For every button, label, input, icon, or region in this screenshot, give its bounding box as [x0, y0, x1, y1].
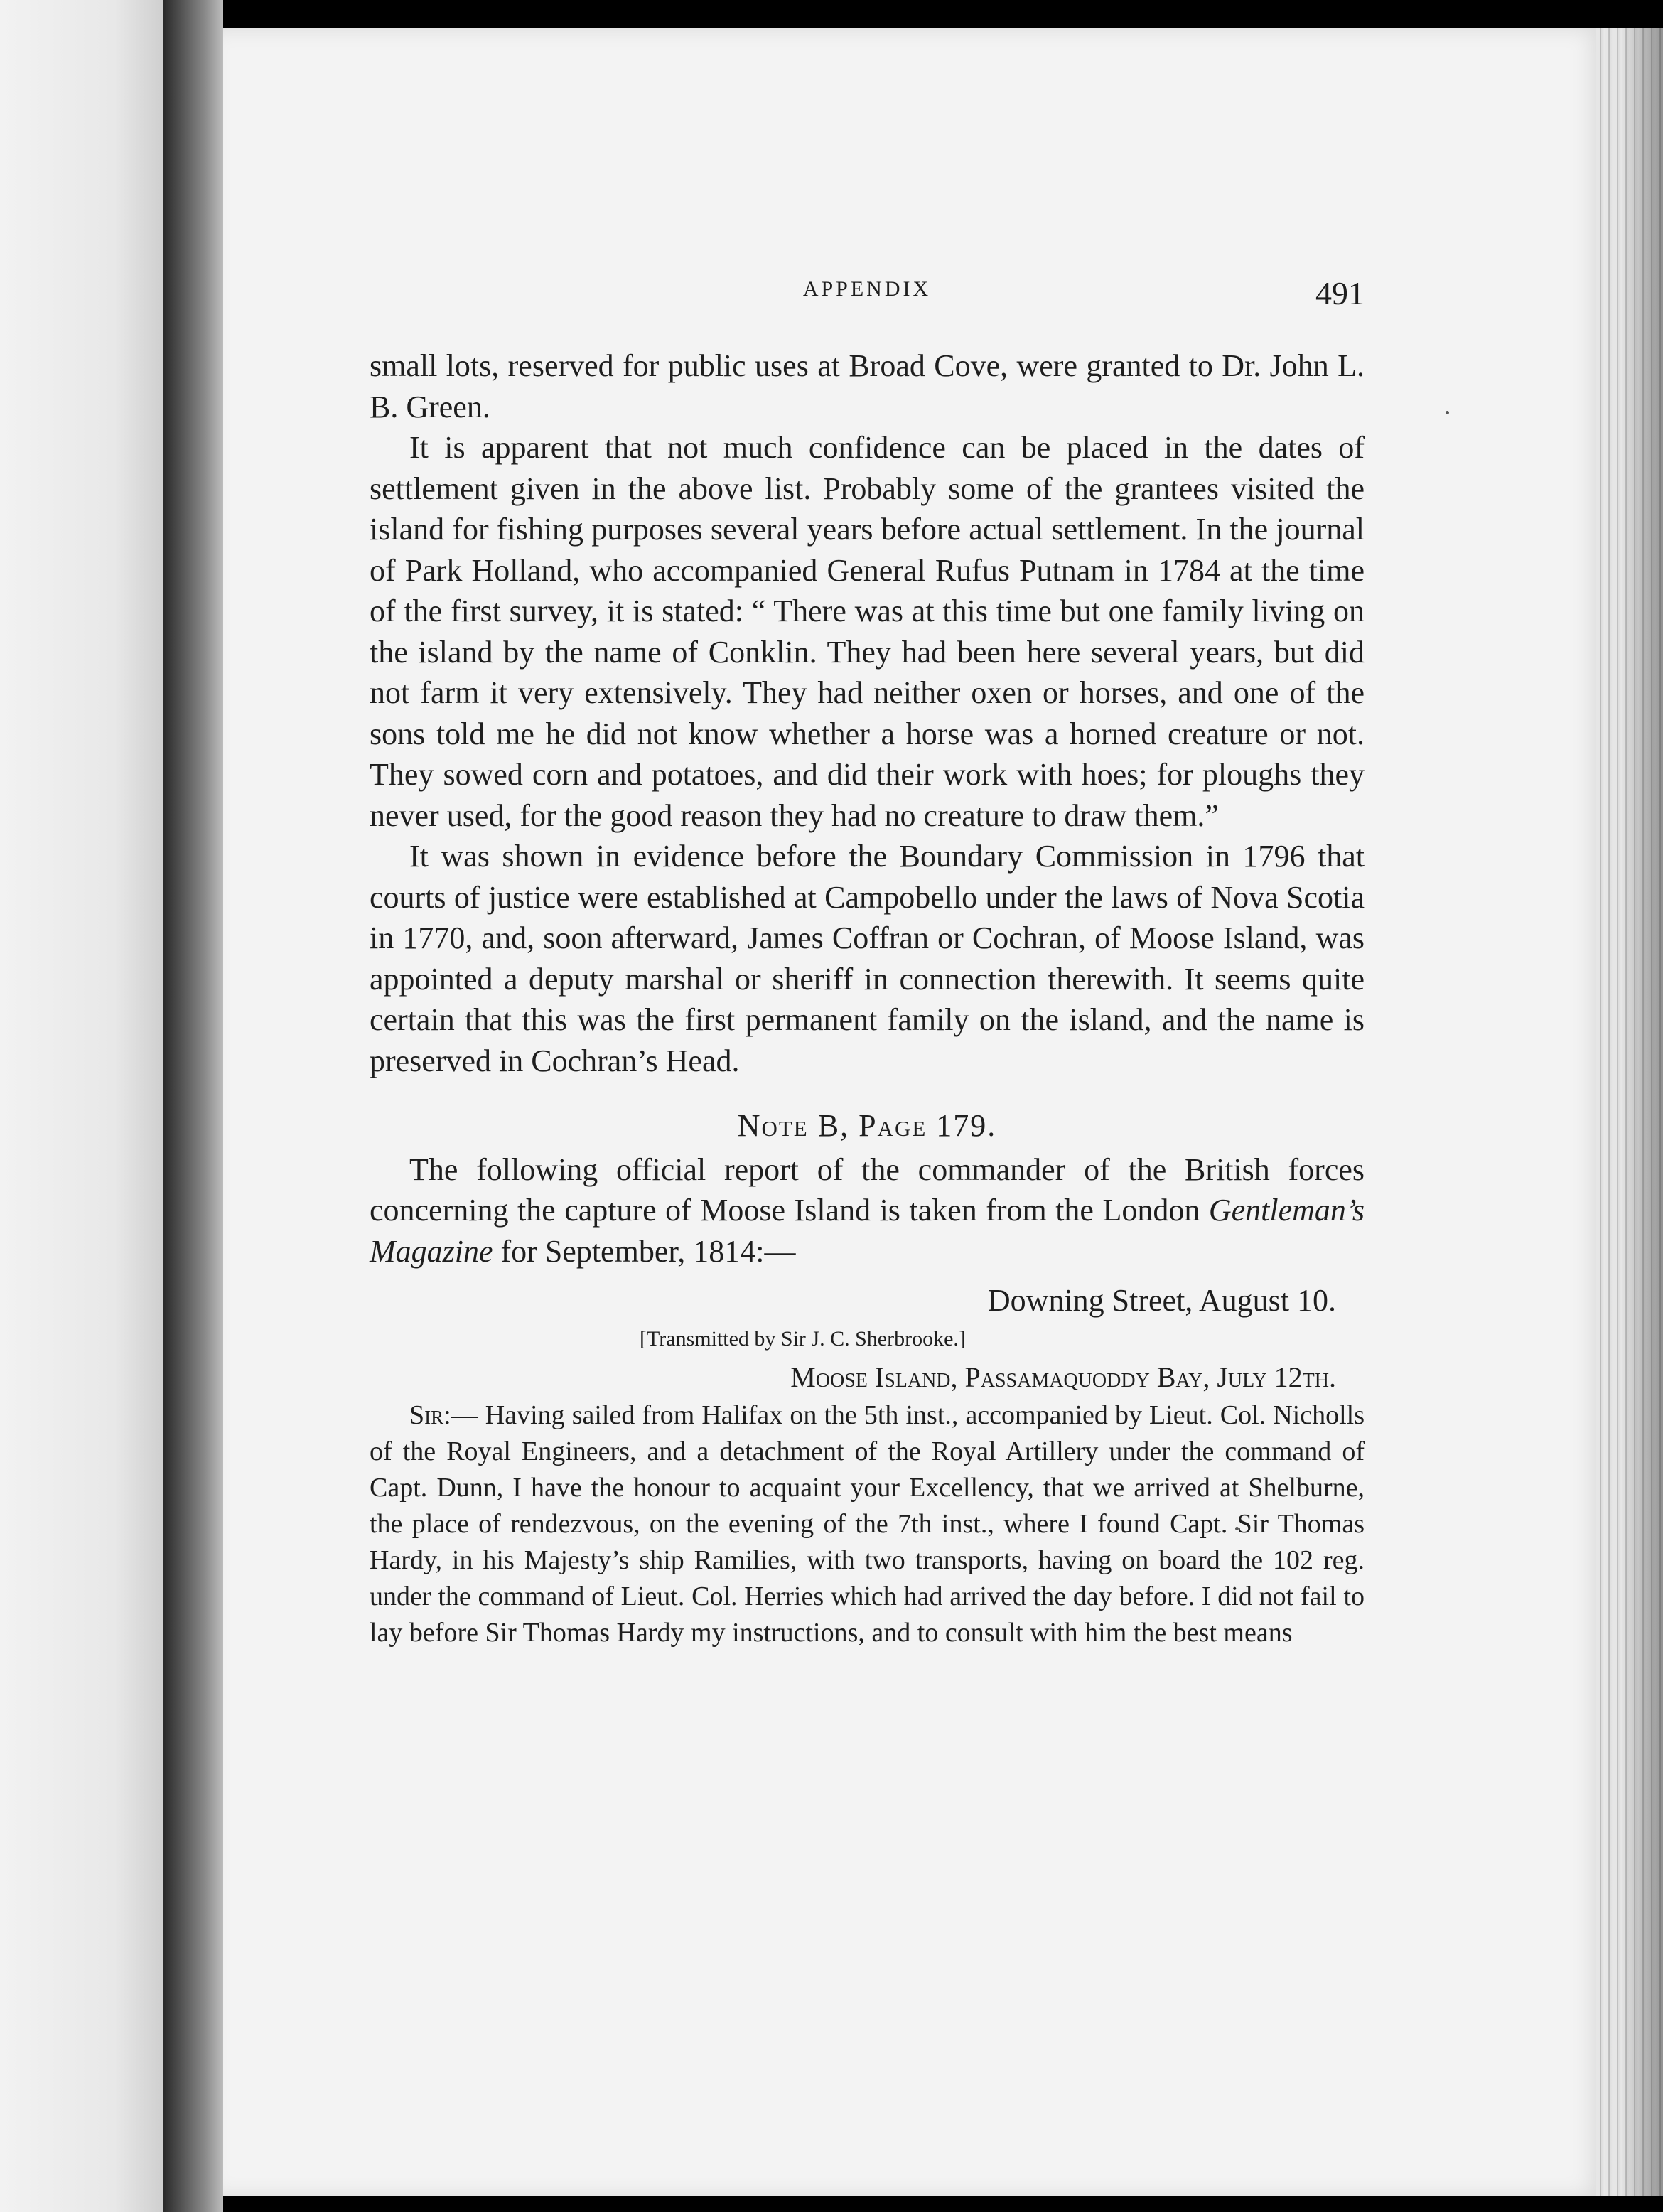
note-intro — [370, 1149, 1365, 1272]
scan-speck — [1446, 411, 1449, 414]
page-number: 491 — [1315, 275, 1365, 311]
letter-transmitted-note: [Transmitted by Sir J. C. Sherbrooke.] — [640, 1326, 966, 1351]
note-intro-text: The following official report of the commander of the British forces concerning the capture of Moose Island is taken from the London — [370, 1151, 1365, 1228]
letter-salutation: Sir:— — [409, 1400, 478, 1430]
letter-body — [370, 1397, 1365, 1651]
letter-body-text: Having sailed from Halifax on the 5th inst., accompanied by Lieut. Col. Nicholls of the Royal Engineers, and a detachment of the Royal Artillery under the command of Capt. Dunn, I have the honour to acquaint your Excellency, that we arrived at Shelburne, the place of rendezvous, on the evening of the 7th inst., where I found Capt. Sir Thomas Hardy, in his Majesty’s ship Ramilies, with two transports, having on board the 102 reg. under the command of Lieut. Col. Herries which had arrived the day before. I did not fail to lay before Sir Thomas Hardy my instructions, and to consult with him the best means — [370, 1400, 1365, 1648]
page-edge-shadow — [1620, 28, 1663, 2196]
paragraph: small lots, reserved for public uses at Broad Cove, were granted to Dr. John L. B. Green. — [370, 348, 1365, 424]
letter-dateline: Downing Street, August 10. — [987, 1283, 1336, 1318]
book-gutter — [163, 0, 223, 2212]
running-head: APPENDIX — [802, 277, 932, 301]
note-intro-text-end: for September, 1814:— — [493, 1233, 796, 1269]
paragraph: It was shown in evidence before the Boundary Commission in 1796 that courts of justice were established at Campobello under the laws of Nova Scotia in 1770, and, soon afterward, James Coffran or Cochran, of Moose Island, was appointed a deputy marshal or sheriff in connection therewith. It seems quite certain that this was the first permanent family on the island, and the name is preserved in Cochran’s Head. — [370, 839, 1365, 1078]
letter-address: Moose Island, Passamaquoddy Bay, July 12th. — [790, 1360, 1336, 1393]
page-header — [370, 277, 1365, 320]
facing-page-edge — [0, 0, 163, 2212]
note-heading: Note B, Page 179. — [737, 1108, 997, 1143]
page-body — [370, 345, 1365, 1651]
paragraph: It is apparent that not much confidence can be placed in the dates of settlement given in the above list. Probably some of the grantees visited the island for fishing purposes several years before actual settlement. In the journal of Park Holland, who accompanied General Rufus Putnam in 1784 at the time of the first survey, it is stated: “ There was at this time but one family living on the island by the name of Conklin. They had been here several years, but did not farm it very extensively. They had neither oxen or horses, and one of the sons told me he did not know whether a horse was a horned creature or not. They sowed corn and potatoes, and did their work with hoes; for ploughs they never used, for the good reason they had no creature to draw them.” — [370, 430, 1365, 833]
magazine-title: Gentleman’s Magazine — [370, 1193, 1365, 1269]
